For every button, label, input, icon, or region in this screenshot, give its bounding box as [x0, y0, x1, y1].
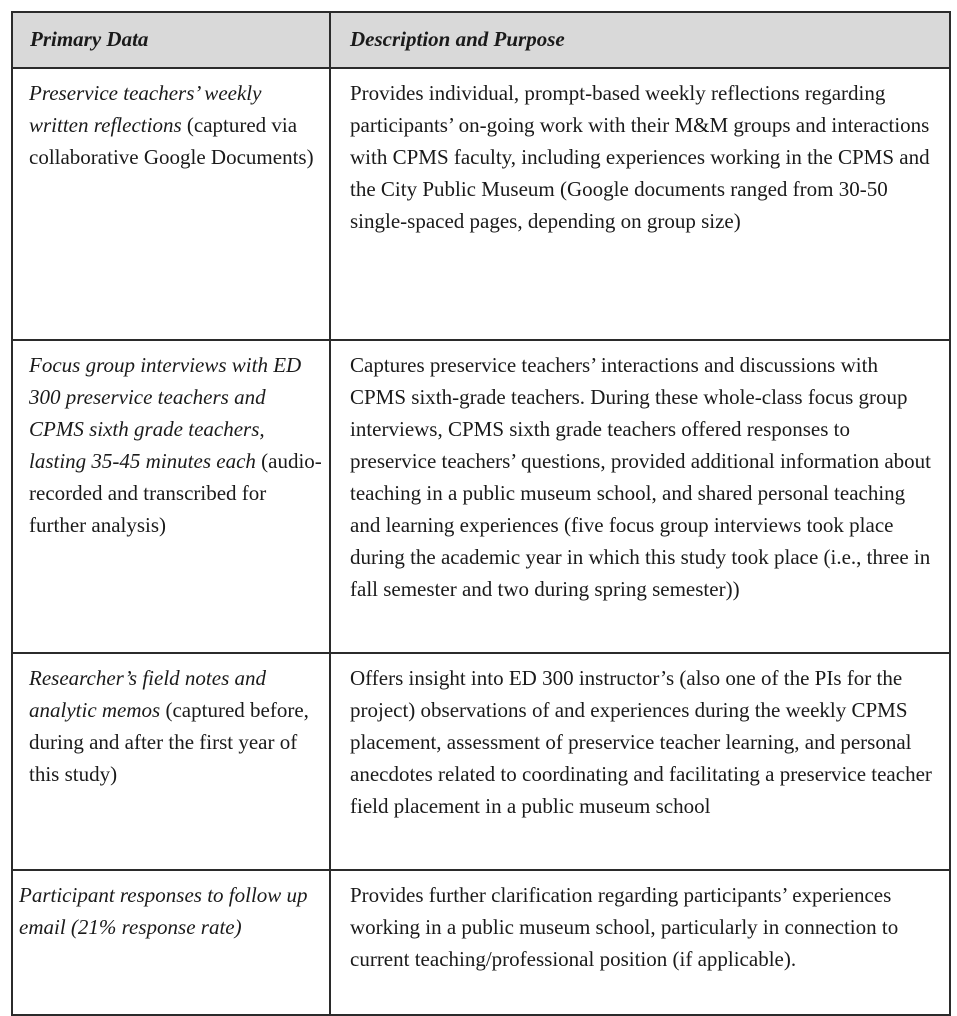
primary-data-cell	[12, 68, 330, 340]
table-row	[12, 870, 950, 1015]
primary-data-note: (captured via collaborative Google Documents)	[29, 113, 314, 169]
header-description-purpose: Description and Purpose	[330, 12, 950, 68]
table-row	[12, 653, 950, 870]
primary-data-title: Participant responses to follow up email (21% response rate)	[19, 883, 308, 939]
table-row	[12, 68, 950, 340]
table-container	[11, 11, 951, 1016]
description-cell: Offers insight into ED 300 instructor’s (also one of the PIs for the project) observations of and experiences during the weekly CPMS placement, assessment of preservice teacher learning, and personal anecdotes related to coordinating and facilitating a preservice teacher field placement in a public museum school	[330, 653, 950, 870]
primary-data-table	[11, 11, 951, 1016]
primary-data-title: Preservice teachers’ weekly written reflections	[29, 81, 262, 137]
description-cell: Provides further clarification regarding participants’ experiences working in a public museum school, particularly in connection to current teaching/professional position (if applicable).	[330, 870, 950, 1015]
description-cell: Provides individual, prompt-based weekly reflections regarding participants’ on-going work with their M&M groups and interactions with CPMS faculty, including experiences working in the CPMS and the City Public Museum (Google documents ranged from 30-50 single-spaced pages, depending on group size)	[330, 68, 950, 340]
primary-data-cell	[12, 870, 330, 1015]
primary-data-title: Focus group interviews with ED 300 preservice teachers and CPMS sixth grade teachers, lasting 35-45 minutes each	[29, 353, 302, 473]
primary-data-cell	[12, 653, 330, 870]
primary-data-cell	[12, 340, 330, 653]
primary-data-note: (captured before, during and after the first year of this study)	[29, 698, 309, 786]
description-cell: Captures preservice teachers’ interactions and discussions with CPMS sixth-grade teachers. During these whole-class focus group interviews, CPMS sixth grade teachers offered responses to preservice teachers’ questions, provided additional information about teaching in a public museum school, and shared personal teaching and learning experiences (five focus group interviews took place during the academic year in which this study took place (i.e., three in fall semester and two during spring semester))	[330, 340, 950, 653]
table-row	[12, 340, 950, 653]
table-header-row	[12, 12, 950, 68]
primary-data-title: Researcher’s field notes and analytic memos	[29, 666, 266, 722]
header-primary-data: Primary Data	[12, 12, 330, 68]
primary-data-note: (audio-recorded and transcribed for further analysis)	[29, 449, 322, 537]
